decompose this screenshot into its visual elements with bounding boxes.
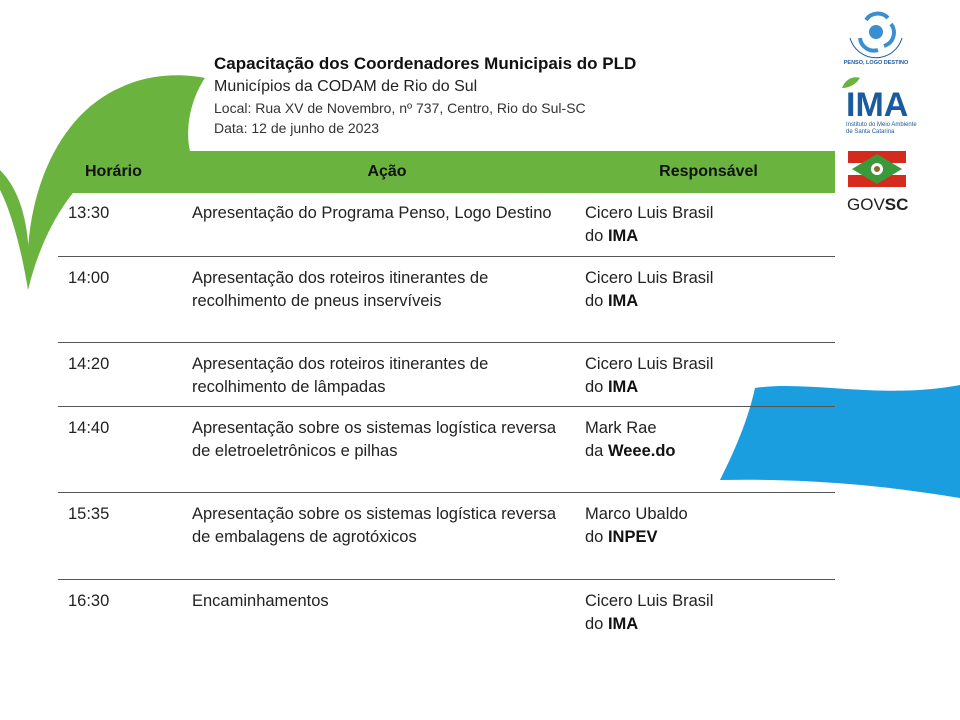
row-time: 14:00 (68, 269, 110, 287)
row-action: Apresentação do Programa Penso, Logo Destino (192, 204, 552, 222)
row-time: 13:30 (68, 204, 110, 222)
page-title: Capacitação dos Coordenadores Municipais do PLD (214, 54, 637, 73)
responsible-org: IMA (607, 615, 639, 633)
penso-logo-destino-logo (844, 14, 909, 66)
row-action: Apresentação sobre os sistemas logística reversa de eletroeletrônicos e pilhas (192, 419, 557, 460)
penso-logo-text: PENSO, LOGO DESTINO (843, 60, 909, 66)
table-row (58, 193, 835, 257)
responsible-person: Marco Ubaldo (585, 505, 688, 523)
row-responsible (585, 590, 825, 636)
responsible-prep: do (585, 615, 604, 633)
table-row (58, 407, 835, 493)
header (214, 52, 636, 138)
responsible-person: Cicero Luis Brasil (585, 592, 714, 610)
event-date: Data: 12 de junho de 2023 (214, 120, 380, 136)
row-responsible (585, 503, 825, 549)
responsible-prep: do (585, 292, 604, 310)
svg-text:GOVSC (847, 195, 908, 214)
table-row (58, 493, 835, 580)
schedule-table (58, 151, 835, 633)
row-responsible (585, 417, 825, 463)
page-subtitle: Municípios da CODAM de Rio do Sul (214, 78, 478, 95)
row-responsible (585, 353, 825, 399)
row-responsible (585, 267, 825, 313)
responsible-org: IMA (607, 227, 639, 245)
responsible-org: IMA (607, 292, 639, 310)
responsible-person: Mark Rae (585, 419, 657, 437)
ima-logo-text: IMA (846, 86, 909, 124)
row-time: 14:20 (68, 355, 110, 373)
row-action: Apresentação sobre os sistemas logística reversa de embalagens de agrotóxicos (192, 505, 557, 546)
ima-subtitle-1: Instituto do Meio Ambiente (846, 122, 917, 128)
column-header-responsible: Responsável (659, 163, 758, 180)
responsible-person: Cicero Luis Brasil (585, 204, 714, 222)
row-action: Apresentação dos roteiros itinerantes de recolhimento de pneus inservíveis (192, 269, 489, 310)
column-header-action: Ação (367, 163, 407, 180)
table-header (58, 151, 835, 193)
govsc-text-gov: GOV (847, 195, 885, 214)
ima-subtitle-2: de Santa Catarina (846, 129, 895, 135)
ima-logo (842, 77, 917, 135)
responsible-org: Weee.do (607, 442, 676, 460)
govsc-logo (847, 151, 908, 214)
govsc-text-sc: SC (884, 195, 909, 214)
responsible-prep: do (585, 378, 604, 396)
row-responsible (585, 202, 825, 248)
responsible-org: INPEV (607, 528, 658, 546)
row-action: Encaminhamentos (192, 592, 329, 610)
partner-logos (836, 8, 956, 218)
responsible-person: Cicero Luis Brasil (585, 355, 714, 373)
row-action: Apresentação dos roteiros itinerantes de recolhimento de lâmpadas (192, 355, 489, 396)
row-time: 14:40 (68, 419, 110, 437)
table-row (58, 580, 835, 650)
responsible-prep: da (585, 442, 604, 460)
responsible-prep: do (585, 227, 604, 245)
responsible-person: Cicero Luis Brasil (585, 269, 714, 287)
column-header-time: Horário (85, 163, 142, 180)
responsible-prep: do (585, 528, 604, 546)
event-location: Local: Rua XV de Novembro, nº 737, Centro, Rio do Sul-SC (214, 100, 586, 116)
row-time: 15:35 (68, 505, 110, 523)
table-row (58, 257, 835, 343)
responsible-org: IMA (607, 378, 639, 396)
row-time: 16:30 (68, 592, 110, 610)
table-row (58, 343, 835, 407)
